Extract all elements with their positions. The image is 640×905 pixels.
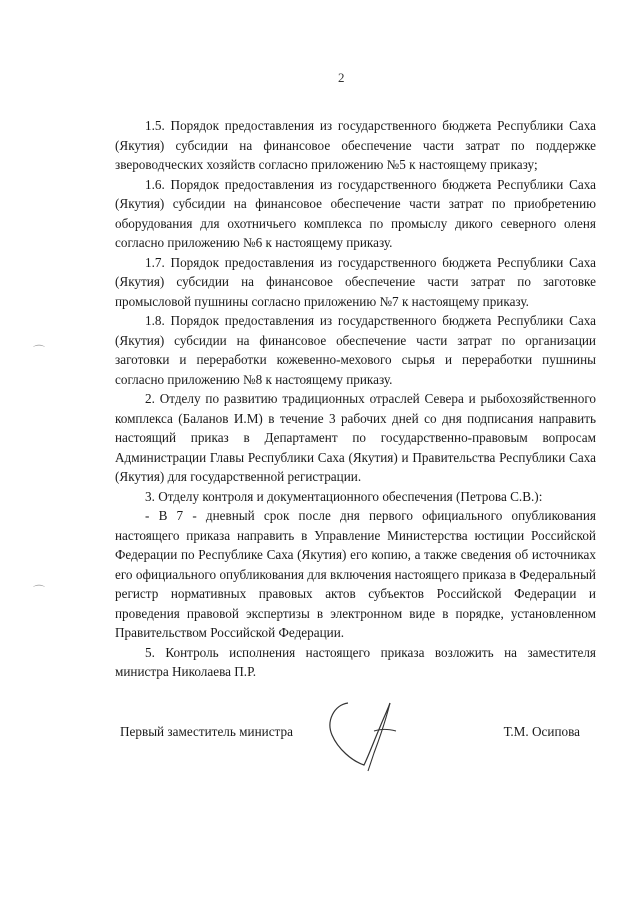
page-number: 2 [338, 70, 345, 85]
paragraph: 1.5. Порядок предоставления из государственного бюджета Республики Саха (Якутия) субсидии на финансовое обеспечение части затрат по поддержке звероводческих хозяйств согласно приложению №5 к настоящему приказу; [115, 118, 596, 172]
document-body [115, 116, 596, 682]
paragraph: - В 7 - дневный срок после дня первого официального опубликования настоящего приказа направить в Управление Министерства юстиции Российской Федерации по Республике Саха (Якутия) его копию, а также сведения об источниках его официального опубликования для включения настоящего приказа в Федеральный регистр нормативных правовых актов субъектов Российской Федерации и проведения правовой экспертизы в электронном виде в порядке, установленном Правительством Российской Федерации. [115, 508, 596, 640]
paragraph: 3. Отделу контроля и документационного обеспечения (Петрова С.В.): [145, 488, 543, 504]
margin-mark: ⌒ [33, 584, 46, 598]
margin-mark: ⌒ [33, 344, 46, 358]
paragraph: 5. Контроль исполнения настоящего приказа возложить на заместителя министра Николаева П.Р. [115, 644, 596, 679]
paragraph: 1.7. Порядок предоставления из государственного бюджета Республики Саха (Якутия) субсидии на финансовое обеспечение части затрат по заготовке промысловой пушнины согласно приложению №7 к настоящему приказу. [115, 254, 596, 309]
paragraph: 1.8. Порядок предоставления из государственного бюджета Республики Саха (Якутия) субсидии на финансовое обеспечение части затрат по организации заготовки и переработки кожевенно-мехового сырья и переработки пушнины согласно приложению №8 к настоящему приказу. [115, 313, 596, 387]
handwritten-signature [322, 695, 412, 775]
signatory-name: Т.М. Осипова [503, 724, 580, 739]
paragraph: 2. Отделу по развитию традиционных отраслей Севера и рыбохозяйственного комплекса (Баланов И.М) в течение 3 рабочих дней со дня подписания направить настоящий приказ в Департамент по государственно-правовым вопросам Администрации Главы Республики Саха (Якутия) и Правительства Республики Саха (Якутия) для государственной регистрации. [115, 391, 596, 484]
signatory-role: Первый заместитель министра [120, 724, 293, 739]
paragraph: 1.6. Порядок предоставления из государственного бюджета Республики Саха (Якутия) субсидии на финансовое обеспечение части затрат по приобретению оборудования для охотничьего комплекса по промыслу дикого северного оленя согласно приложению №6 к настоящему приказу. [115, 176, 596, 250]
